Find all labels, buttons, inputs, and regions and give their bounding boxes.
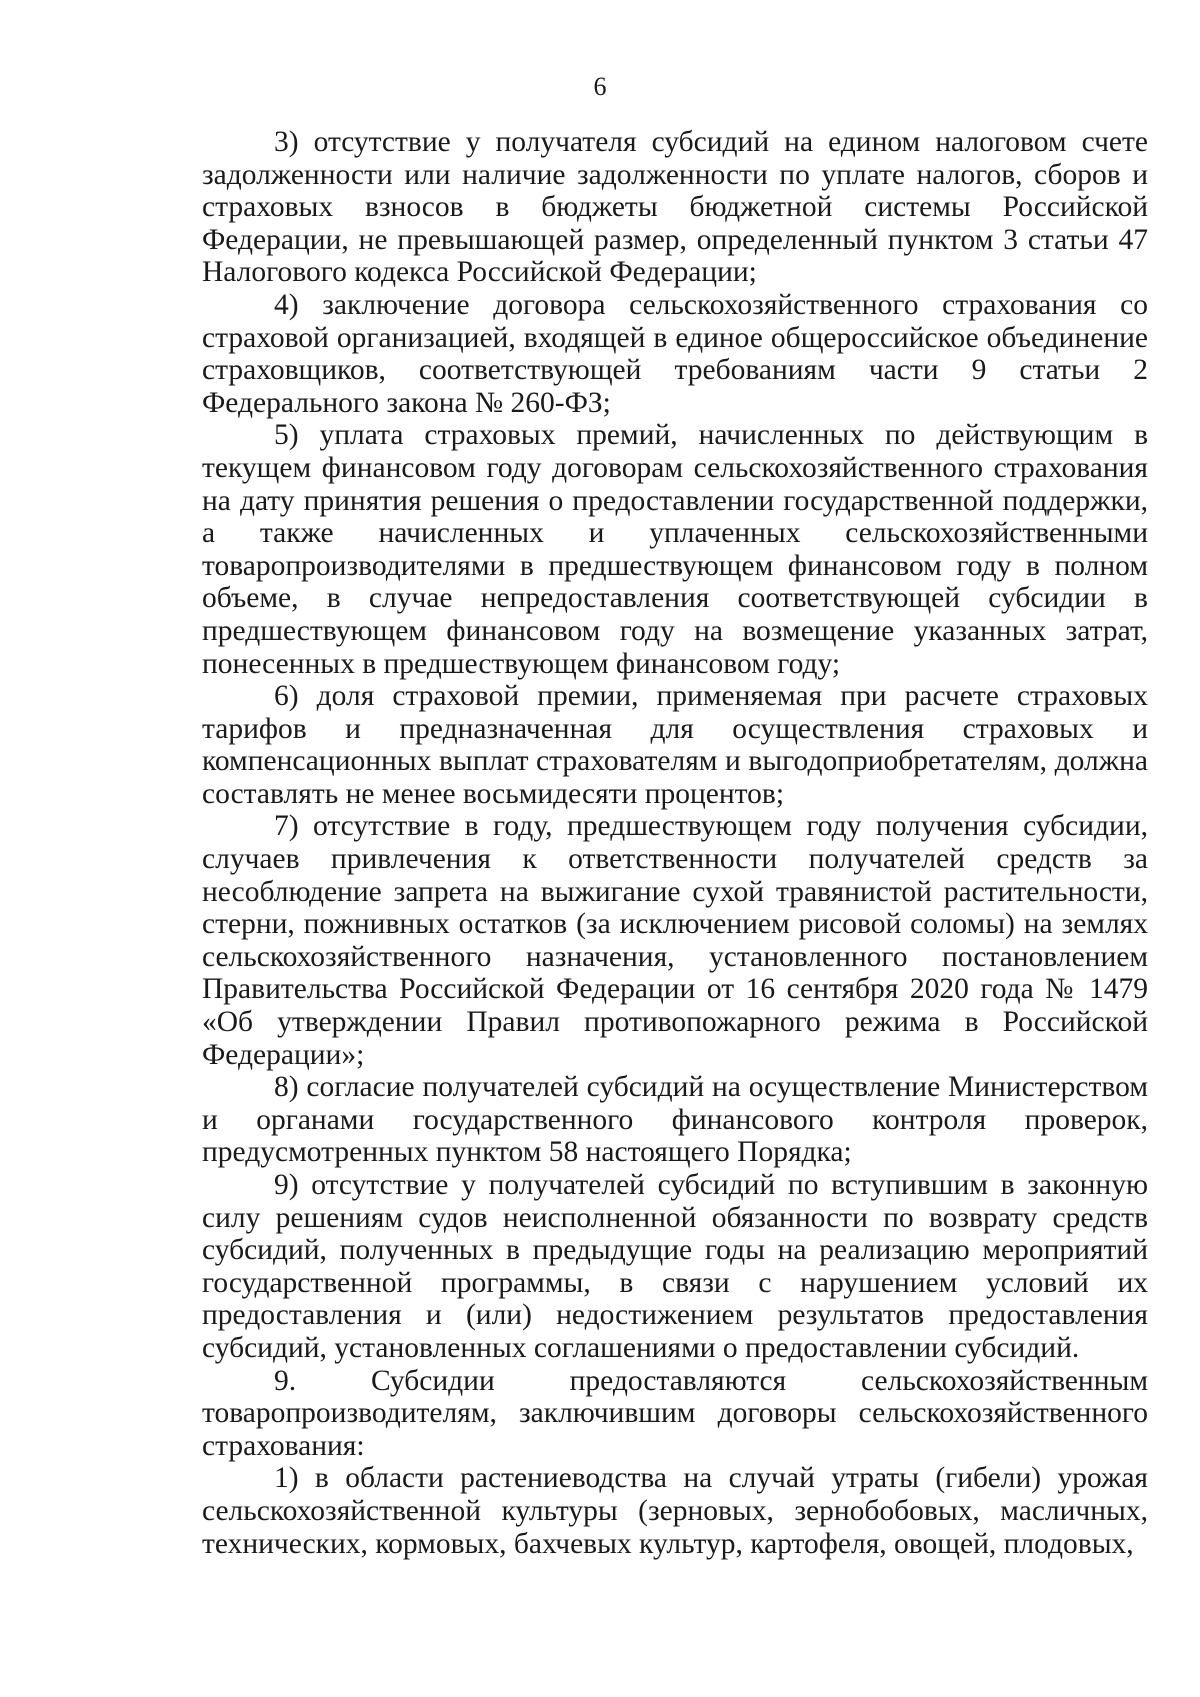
paragraph-item-7: 7) отсутствие в году, предшествующем году получения субсидии, случаев привлечения к ответственности получателей средств за несоблюдение запрета на выжигание сухой травянистой растительности, стерни, пожнивных остатков (за исключением рисовой соломы) на землях сельскохозяйственного назначения, установленного постановлением Правительства Российской Федерации от 16 сентября 2020 года № 1479 «Об утверждении Правил противопожарного режима в Российской Федерации»;	[202, 810, 1148, 1071]
page-number: 6	[593, 72, 607, 101]
paragraph-item-6: 6) доля страховой премии, применяемая при расчете страховых тарифов и предназначенная для осуществления страховых и компенсационных выплат страхователям и выгодоприобретателям, должна составлять не менее восьмидесяти процентов;	[202, 680, 1148, 810]
paragraph-subitem-1: 1) в области растениеводства на случай утраты (гибели) урожая сельскохозяйственной культуры (зерновых, зернобобовых, масличных, технических, кормовых, бахчевых культур, картофеля, овощей, плодовых,	[202, 1462, 1148, 1560]
paragraph-item-3: 3) отсутствие у получателя субсидий на едином налоговом счете задолженности или наличие задолженности по уплате налогов, сборов и страховых взносов в бюджеты бюджетной системы Российской Федерации, не превышающей размер, определенный пунктом 3 статьи 47 Налогового кодекса Российской Федерации;	[202, 126, 1148, 289]
paragraph-section-9: 9. Субсидии предоставляются сельскохозяйственным товаропроизводителям, заключившим договоры сельскохозяйственного страхования:	[202, 1364, 1148, 1462]
paragraph-item-5: 5) уплата страховых премий, начисленных по действующим в текущем финансовом году договорам сельскохозяйственного страхования на дату принятия решения о предоставлении государственной поддержки, а также начисленных и уплаченных сельскохозяйственными товаропроизводителями в предшествующем финансовом году в полном объеме, в случае непредоставления соответствующей субсидии в предшествующем финансовом году на возмещение указанных затрат, понесенных в предшествующем финансовом году;	[202, 419, 1148, 680]
paragraph-item-9: 9) отсутствие у получателей субсидий по вступившим в законную силу решениям судов неисполненной обязанности по возврату средств субсидий, полученных в предыдущие годы на реализацию мероприятий государственной программы, в связи с нарушением условий их предоставления и (или) недостижением результатов предоставления субсидий, установленных соглашениями о предоставлении субсидий.	[202, 1169, 1148, 1364]
document-body	[202, 126, 1148, 1560]
paragraph-item-4: 4) заключение договора сельскохозяйственного страхования со страховой организацией, входящей в единое общероссийское объединение страховщиков, соответствующей требованиям части 9 статьи 2 Федерального закона № 260-ФЗ;	[202, 288, 1148, 419]
paragraph-item-8: 8) согласие получателей субсидий на осуществление Министерством и органами государственного финансового контроля проверок, предусмотренных пунктом 58 настоящего Порядка;	[202, 1071, 1148, 1169]
